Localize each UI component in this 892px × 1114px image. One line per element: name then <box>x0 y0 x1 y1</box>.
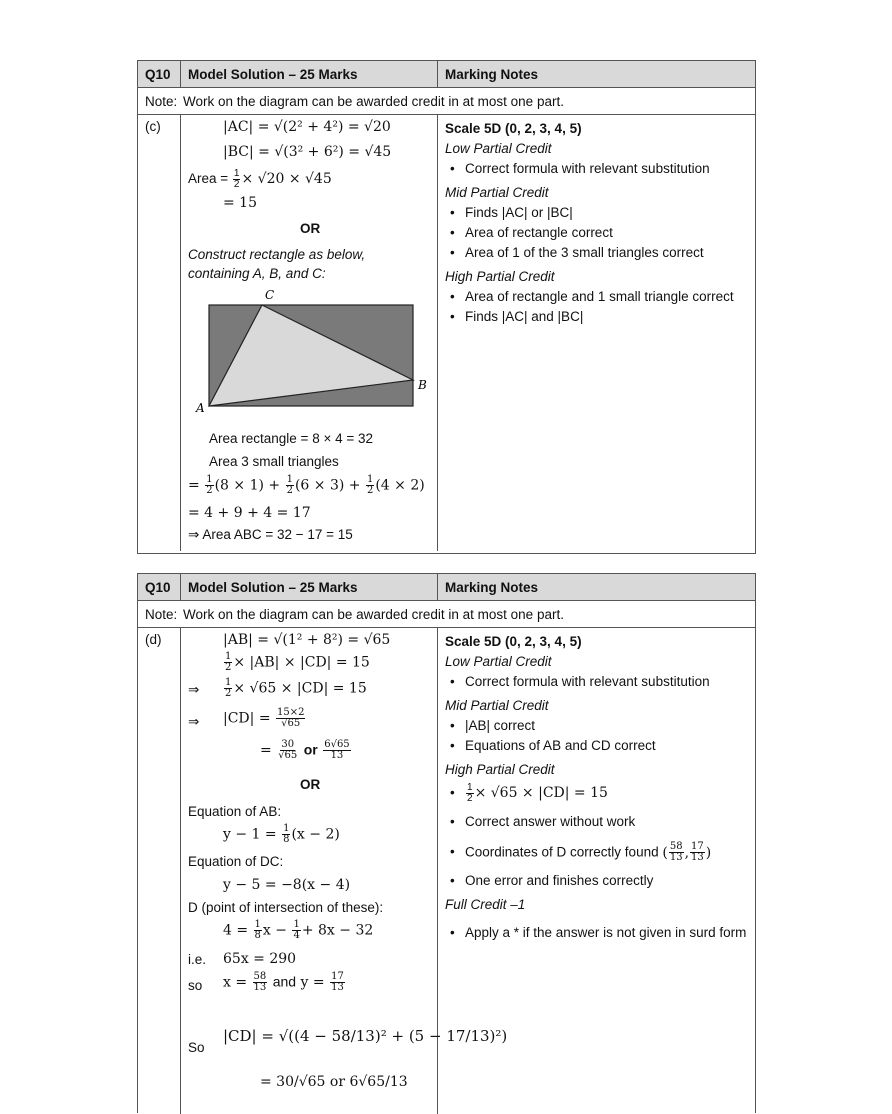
question-number: Q10 <box>138 61 181 87</box>
marking-notes <box>438 115 755 551</box>
low-partial-list <box>445 672 748 692</box>
table-header <box>138 61 755 88</box>
high-partial-title: High Partial Credit <box>445 269 555 284</box>
list-item: • Coordinates of D correctly found ( $\frac{58}{13}$ , $\frac{17}{13}$ ) <box>445 842 748 863</box>
arrow: ⇒ <box>188 682 200 697</box>
so-label: so <box>188 978 203 993</box>
question-number: Q10 <box>138 574 181 600</box>
note-text: Work on the diagram can be awarded credit in at most one part. <box>183 606 564 622</box>
solution-line: = $\frac{30}{√65}$ or $\frac{6√65}{13}$ <box>260 739 350 761</box>
equation-ab-label: Equation of AB: <box>188 804 282 819</box>
note-row <box>138 88 755 115</box>
solution-line: $\frac{1}{2}$ × |AB| × |CD| = 15 <box>225 651 370 673</box>
note-row <box>138 601 755 628</box>
model-solution <box>181 115 438 551</box>
full-credit-title: Full Credit –1 <box>445 897 526 912</box>
solution-line: Area = $\frac{1}{2}$ × √20 × √45 <box>188 168 332 190</box>
solution-line: = 15 <box>223 195 257 211</box>
notes-header: Marking Notes <box>445 66 539 82</box>
low-partial-list <box>445 159 748 179</box>
low-partial-title: Low Partial Credit <box>445 654 552 669</box>
list-item: • Correct formula with relevant substitution <box>445 672 748 692</box>
list-item: • Finds |AC| or |BC| <box>445 203 748 223</box>
note-label: Note: <box>145 93 178 109</box>
list-item: • Correct answer without work <box>445 812 748 832</box>
area-rectangle: Area rectangle = 8 × 4 = 32 <box>209 431 373 446</box>
notes-header: Marking Notes <box>445 579 539 595</box>
sum-line: = $\frac{1}{2}$ (8 × 1) + $\frac{1}{2}$ (6 × 3) + $\frac{1}{2}$ (4 × 2) <box>188 474 425 496</box>
solution-line: |BC| = √(3² + 6²) = √45 <box>223 144 392 160</box>
triangle-diagram <box>193 285 433 415</box>
high-partial-list <box>445 780 748 891</box>
intersection-label: D (point of intersection of these): <box>188 900 384 915</box>
table-header <box>138 574 755 601</box>
scale-label: Scale 5D (0, 2, 3, 4, 5) <box>445 121 582 136</box>
list-item: • Area of 1 of the 3 small triangles correct <box>445 243 748 263</box>
arrow: ⇒ <box>188 714 200 729</box>
note-text: Work on the diagram can be awarded credit in at most one part. <box>183 93 564 109</box>
part-label: (d) <box>138 628 181 1114</box>
list-item: • Area of rectangle and 1 small triangle correct <box>445 287 748 307</box>
high-partial-list <box>445 287 748 327</box>
solution-line: $\frac{1}{2}$ × √65 × |CD| = 15 <box>225 677 367 699</box>
high-partial-title: High Partial Credit <box>445 762 555 777</box>
or-label: OR <box>300 777 321 792</box>
area-small-triangles: Area 3 small triangles <box>209 454 339 469</box>
solution-line: |AB| = √(1² + 8²) = √65 <box>223 632 391 648</box>
vertex-label-b: B <box>418 378 427 392</box>
part-label: (c) <box>138 115 181 551</box>
solution-header: Model Solution – 25 Marks <box>181 574 438 600</box>
final-area: ⇒ Area ABC = 32 − 17 = 15 <box>188 527 353 542</box>
mid-partial-list <box>445 716 748 756</box>
part-row <box>138 115 755 551</box>
vertex-label-c: C <box>265 288 275 302</box>
marking-table-d <box>137 573 756 1113</box>
so-label-cd: So <box>188 1040 205 1055</box>
construct-text: Construct rectangle as below, <box>188 247 366 262</box>
cd-distance: |CD| = √((4 − 58/13)² + (5 − 17/13)²) <box>223 1027 508 1045</box>
vertex-label-a: A <box>196 401 205 415</box>
list-item: • Finds |AC| and |BC| <box>445 307 748 327</box>
solution-line: |AC| = √(2² + 4²) = √20 <box>223 119 391 135</box>
intersection-eq: 4 = $\frac{1}{8}$ x − $\frac{1}{4}$ + 8x − 32 <box>223 919 374 941</box>
construct-text: containing A, B, and C: <box>188 266 326 281</box>
low-partial-title: Low Partial Credit <box>445 141 552 156</box>
equation-ab: y − 1 = $\frac{1}{8}$ (x − 2) <box>223 823 340 845</box>
equation-dc: y − 5 = −8(x − 4) <box>223 877 351 893</box>
mid-partial-list <box>445 203 748 263</box>
list-item: • Apply a * if the answer is not given in surd form <box>445 923 748 943</box>
scale-label: Scale 5D (0, 2, 3, 4, 5) <box>445 634 582 649</box>
full-credit-list <box>445 923 748 943</box>
list-item: • Correct formula with relevant substitution <box>445 159 748 179</box>
list-item: • Equations of AB and CD correct <box>445 736 748 756</box>
ie-label: i.e. <box>188 952 207 967</box>
solution-header: Model Solution – 25 Marks <box>181 61 438 87</box>
so-line: x = $\frac{58}{13}$ and y = $\frac{17}{13}$ <box>223 971 344 993</box>
marking-table-c <box>137 60 756 554</box>
list-item: • $\frac{1}{2}$ × √65 × |CD| = 15 <box>445 780 748 806</box>
solution-line: |CD| = $\frac{15\times 2}{√65}$ <box>223 707 305 729</box>
list-item: • One error and finishes correctly <box>445 871 748 891</box>
list-item: • Area of rectangle correct <box>445 223 748 243</box>
note-label: Note: <box>145 606 178 622</box>
list-item: • |AB| correct <box>445 716 748 736</box>
cd-last-line: = 30/√65 or 6√65/13 <box>260 1074 408 1090</box>
mid-partial-title: Mid Partial Credit <box>445 698 549 713</box>
part-row <box>138 628 755 1114</box>
sum-total: = 4 + 9 + 4 = 17 <box>188 505 311 521</box>
or-label: OR <box>300 221 321 236</box>
equation-dc-label: Equation of DC: <box>188 854 284 869</box>
mid-partial-title: Mid Partial Credit <box>445 185 549 200</box>
ie-line: 65x = 290 <box>223 951 297 967</box>
